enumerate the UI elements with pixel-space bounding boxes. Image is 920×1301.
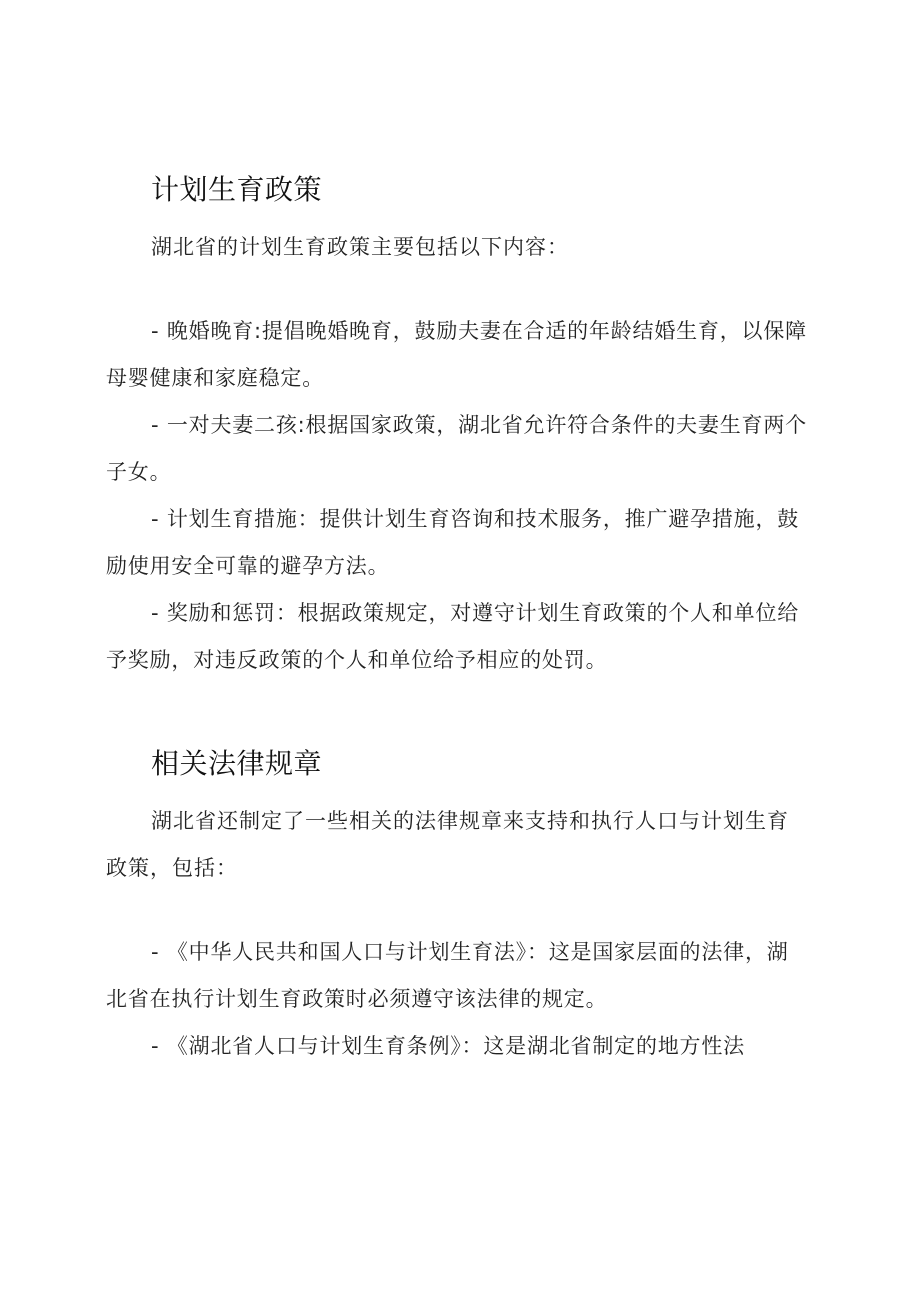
section-intro: 湖北省的计划生育政策主要包括以下内容： [151,235,569,259]
list-item: - 奖励和惩罚：根据政策规定，对遵守计划生育政策的个人和单位给予奖励，对违反政策的个人和单位给予相应的处罚。 [106,601,800,672]
section-intro: 湖北省还制定了一些相关的法律规章来支持和执行人口与计划生育政策，包括： [106,809,789,880]
list-item: - 晚婚晚育:提倡晚婚晚育，鼓励夫妻在合适的年龄结婚生育，以保障母婴健康和家庭稳定。 [106,319,807,390]
document-content [106,168,810,1070]
law-list [106,929,810,1070]
list-item: - 计划生育措施：提供计划生育咨询和技术服务，推广避孕措施，鼓励使用安全可靠的避孕方法。 [106,507,800,578]
section-title: 计划生育政策 [151,173,323,206]
list-item: - 《中华人民共和国人口与计划生育法》：这是国家层面的法律，湖北省在执行计划生育政策时必须遵守该法律的规定。 [106,940,789,1011]
section-family-planning-policy [106,168,810,684]
policy-list [106,308,810,684]
list-item: - 《湖北省人口与计划生育条例》：这是湖北省制定的地方性法 [151,1034,745,1058]
section-title: 相关法律规章 [151,747,323,780]
list-item: - 一对夫妻二孩:根据国家政策，湖北省允许符合条件的夫妻生育两个子女。 [106,413,807,484]
section-related-laws [106,742,810,1070]
